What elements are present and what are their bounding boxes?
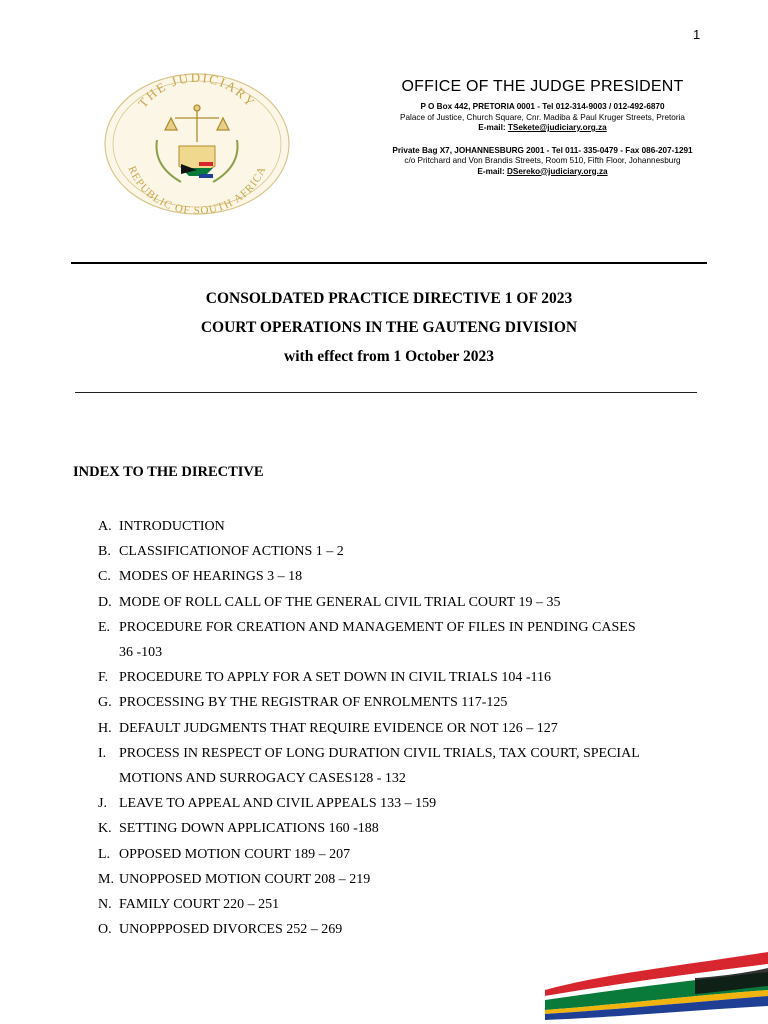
johannesburg-email-label: E-mail: — [477, 166, 507, 176]
seal-top-text: THE JUDICIARY — [134, 70, 259, 111]
index-text: PROCEDURE TO APPLY FOR A SET DOWN IN CIVIL TRIALS 104 -116 — [119, 670, 551, 686]
index-list — [98, 514, 718, 942]
index-item — [98, 791, 718, 816]
pretoria-email-link[interactable]: TSekete@judiciary.org.za — [507, 123, 607, 132]
office-title: OFFICE OF THE JUDGE PRESIDENT — [401, 78, 684, 95]
index-item — [98, 716, 718, 741]
seal-bottom-text: REPUBLIC OF SOUTH AFRICA — [125, 164, 269, 218]
index-letter: J. — [98, 796, 107, 812]
index-letter: E. — [98, 619, 111, 635]
index-heading: INDEX TO THE DIRECTIVE — [73, 464, 264, 480]
index-text: OPPOSED MOTION COURT 189 – 207 — [119, 846, 351, 862]
document-title-line-1: CONSOLDATED PRACTICE DIRECTIVE 1 OF 2023 — [205, 290, 573, 307]
document-title-line-3: with effect from 1 October 2023 — [284, 348, 494, 365]
index-text: SETTING DOWN APPLICATIONS 160 -188 — [119, 821, 379, 837]
index-letter: L. — [98, 846, 111, 862]
index-text-line-2: MOTIONS AND SURROGACY CASES128 - 132 — [119, 771, 406, 787]
index-text — [119, 741, 718, 791]
index-text — [119, 615, 718, 665]
johannesburg-email-line — [365, 167, 720, 178]
title-underline — [75, 392, 697, 393]
index-letter: I. — [98, 745, 107, 761]
index-item — [98, 590, 718, 615]
judiciary-seal-logo — [95, 70, 300, 218]
index-item — [98, 514, 718, 539]
index-text: LEAVE TO APPEAL AND CIVIL APPEALS 133 – 159 — [119, 796, 437, 812]
index-text: PROCESSING BY THE REGISTRAR OF ENROLMENTS 117-125 — [119, 695, 508, 711]
index-letter: F. — [98, 670, 109, 686]
index-letter: B. — [98, 544, 111, 560]
index-letter: H. — [98, 720, 112, 736]
document-title-line-2: COURT OPERATIONS IN THE GAUTENG DIVISION — [200, 319, 578, 336]
index-item — [98, 615, 718, 665]
sa-flag-ribbon-icon — [545, 938, 768, 1024]
index-item — [98, 564, 718, 589]
pretoria-email-line — [365, 123, 720, 134]
index-letter: C. — [98, 569, 111, 585]
index-text: MODES OF HEARINGS 3 – 18 — [119, 569, 303, 585]
index-text: DEFAULT JUDGMENTS THAT REQUIRE EVIDENCE OR NOT 126 – 127 — [119, 720, 558, 736]
index-item — [98, 867, 718, 892]
document-title-block — [71, 288, 707, 375]
index-item — [98, 741, 718, 791]
index-letter: D. — [98, 594, 112, 610]
index-item — [98, 892, 718, 917]
index-text: UNOPPOSED MOTION COURT 208 – 219 — [119, 871, 371, 887]
index-letter: N. — [98, 897, 112, 913]
index-text: FAMILY COURT 220 – 251 — [119, 897, 280, 913]
johannesburg-address: c/o Pritchard and Von Brandis Streets, Room 510, Fifth Floor, Johannesburg — [404, 156, 681, 165]
index-item — [98, 665, 718, 690]
header-divider — [71, 262, 707, 264]
pretoria-address: Palace of Justice, Church Square, Cnr. Madiba & Paul Kruger Streets, Pretoria — [400, 112, 685, 122]
johannesburg-postal: Private Bag X7, JOHANNESBURG 2001 - Tel 011- 335-0479 - Fax 086-207-1291 — [392, 145, 693, 155]
index-item — [98, 842, 718, 867]
index-item — [98, 539, 718, 564]
index-text-line-1: PROCESS IN RESPECT OF LONG DURATION CIVIL TRIALS, TAX COURT, SPECIAL — [119, 745, 640, 761]
index-item — [98, 690, 718, 715]
index-letter: O. — [98, 922, 112, 938]
index-text: INTRODUCTION — [119, 519, 225, 534]
index-item — [98, 816, 718, 841]
index-text: MODE OF ROLL CALL OF THE GENERAL CIVIL TRIAL COURT 19 – 35 — [119, 594, 561, 610]
office-letterhead — [365, 78, 720, 177]
index-text-line-1: PROCEDURE FOR CREATION AND MANAGEMENT OF FILES IN PENDING CASES — [119, 619, 636, 635]
pretoria-postal: P O Box 442, PRETORIA 0001 - Tel 012-314-9003 / 012-492-6870 — [420, 102, 665, 111]
index-letter: M. — [98, 871, 114, 887]
page-number: 1 — [693, 27, 701, 42]
johannesburg-email-link[interactable]: DSereko@judiciary.org.za — [506, 166, 608, 176]
index-text: CLASSIFICATIONOF ACTIONS 1 – 2 — [119, 544, 344, 560]
index-letter: K. — [98, 821, 112, 837]
pretoria-email-label: E-mail: — [478, 123, 508, 132]
index-text: UNOPPPOSED DIVORCES 252 – 269 — [119, 922, 343, 938]
index-letter: A. — [98, 519, 112, 534]
index-letter: G. — [98, 695, 112, 711]
index-text-line-2: 36 -103 — [119, 645, 163, 661]
